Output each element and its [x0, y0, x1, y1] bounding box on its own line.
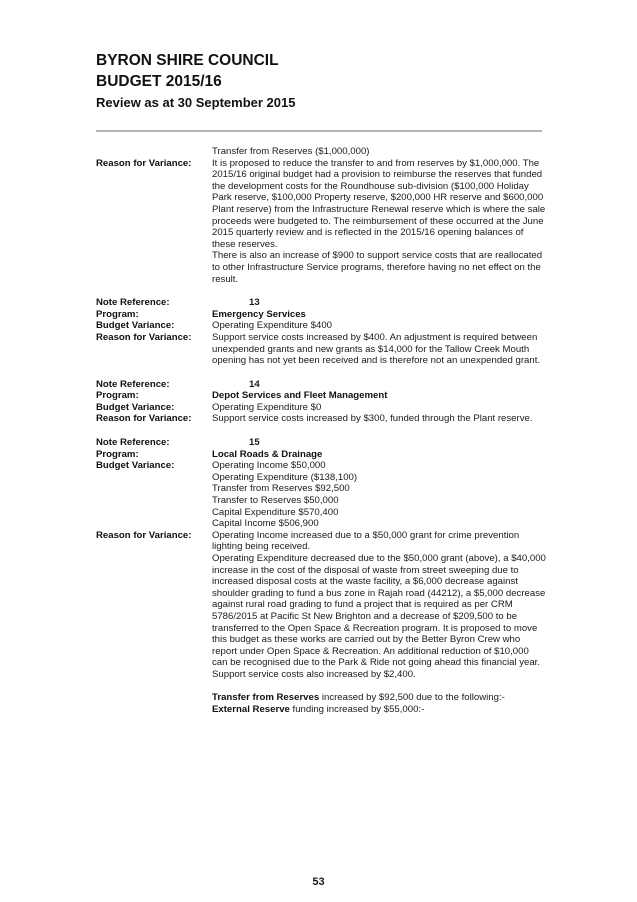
page-number: 53: [312, 876, 325, 888]
continued-reason-p2: There is also an increase of $900 to support service costs that are reallocated to other Infrastructure Service programs, therefore having no net effect on the result.: [212, 250, 543, 285]
variance-notes: [96, 146, 546, 715]
budget-title: BUDGET 2015/16: [96, 73, 222, 90]
note-14-program: Program: Depot Services and Fleet Management: [96, 390, 388, 402]
note-13-budget-variance: Budget Variance: Operating Expenditure $400: [96, 320, 333, 332]
note-13-reference: Note Reference: 13: [96, 297, 260, 309]
transfer-from-reserves-line: Transfer from Reserves increased by $92,500 due to the following:-: [212, 692, 505, 704]
note-15-reason-p1: Operating Income increased due to a $50,000 grant for crime prevention lighting being received.: [212, 529, 520, 553]
note-15-budget-variance: Budget Variance: Operating Income $50,000 Operating Expenditure ($138,100) Transfer from Reserves $92,500 Transfer to Reserves $50,000 Capital Expenditure $570,400 Capital Income $506,900: [96, 460, 546, 530]
council-name: BYRON SHIRE COUNCIL: [96, 52, 279, 69]
note-15-reason: Reason for Variance: Operating Income increased due to a $50,000 grant for crime prevention lighting being received. Operating Expenditure decreased due to the $50,000 grant (above), a $40,000 increase in the cost of the disposal of waste from street sweeping due to increased disposal costs at the waste facility, a $6,000 decrease against shoulder grading to fund a bus zone in Rajah road (44212), a $5,000 decrease against rural road grading to fund a project that is required as per CRM 5786/2015 at Pacific St New Brighton and a decrease of $209,500 to be transferred to the Open Space & Recreation program. It is proposed to move this budget as these works are carried out by the Better Byron Crew who report under Open Space & Recreation. An additional reduction of $10,000 can be recognised due to the Park & Ride not going ahead this financial year. Support service costs also increased by $2,400. Transfer from Reserves increased by $92,500 due to the following:- External Reserve funding increased by $55,000:-: [96, 529, 546, 715]
continued-reason-p1: It is proposed to reduce the transfer to and from reserves by $1,000,000. The 2015/16 original budget had a provision to reimburse the reserves that funded the development costs for the Roundhouse sub-division ($100,000 Holiday Park reserve, $100,000 Property reserve, $200,000 HR reserve and $600,000 Plant reserve) from the Infrastructure Renewal reserve which is where the sale proceeds were budgeted to. The reimbursement of these occurred at the June 2015 quarterly review and is reflected in the 2015/16 opening balances of these reserves.: [212, 157, 546, 250]
note-15-program: Program: Local Roads & Drainage: [96, 448, 323, 460]
variance-line: Capital Income $506,900: [212, 518, 319, 530]
note-13-program: Program: Emergency Services: [96, 308, 306, 320]
note-14-reason: Reason for Variance: Support service costs increased by $300, funded through the Plant reserve.: [96, 413, 533, 425]
variance-line: Operating Income $50,000: [212, 460, 326, 472]
variance-line: Transfer to Reserves $50,000: [212, 495, 339, 507]
note-15-reason-p3: Support service costs also increased by $2,400.: [212, 668, 416, 680]
note-13-reason: Reason for Variance: Support service costs increased by $400. An adjustment is required between unexpended grants and new grants as $14,000 for the Tallow Creek Mouth opening has not yet been received and is therefore not an unexpended grant.: [96, 331, 541, 367]
note-14-budget-variance: Budget Variance: Operating Expenditure $0: [96, 401, 322, 413]
continued-line: Transfer from Reserves ($1,000,000): [212, 146, 370, 157]
variance-line: Transfer from Reserves $92,500: [212, 483, 350, 495]
header-divider: [96, 130, 542, 132]
note-14-reference: Note Reference: 14: [96, 378, 260, 390]
variance-line: Operating Expenditure ($138,100): [212, 471, 358, 483]
external-reserve-line: External Reserve funding increased by $55,000:-: [212, 703, 425, 715]
note-15-reason-p2: Operating Expenditure decreased due to the $50,000 grant (above), a $40,000 increase in the cost of the disposal of waste from street sweeping due to increased disposal costs at the waste facility, a $6,000 decrease against shoulder grading to fund a bus zone in Rajah road (44212), a $5,000 decrease against rural road grading to fund a project that is required as per CRM 5786/2015 at Pacific St New Brighton and a decrease of $209,500 to be transferred to the Open Space & Recreation program. It is proposed to move this budget as these works are carried out by the Better Byron Crew who report under Open Space & Recreation. An additional reduction of $10,000 can be recognised due to the Park & Ride not going ahead this financial year.: [212, 553, 546, 669]
variance-line: Capital Expenditure $570,400: [212, 506, 339, 518]
note-15-reference: Note Reference: 15: [96, 437, 260, 449]
review-date: Review as at 30 September 2015: [96, 95, 296, 110]
continued-reason: Reason for Variance: It is proposed to reduce the transfer to and from reserves by $1,000,000. The 2015/16 original budget had a provision to reimburse the reserves that funded the development costs for the Roundhouse sub-division ($100,000 Holiday Park reserve, $100,000 Property reserve, $200,000 HR reserve and $600,000 Plant reserve) from the Infrastructure Renewal reserve which is where the sale proceeds were budgeted to. The reimbursement of these occurred at the June 2015 quarterly review and is reflected in the 2015/16 opening balances of these reserves. There is also an increase of $900 to support service costs that are reallocated to other Infrastructure Service programs, therefore having no net effect on the result.: [96, 157, 546, 285]
